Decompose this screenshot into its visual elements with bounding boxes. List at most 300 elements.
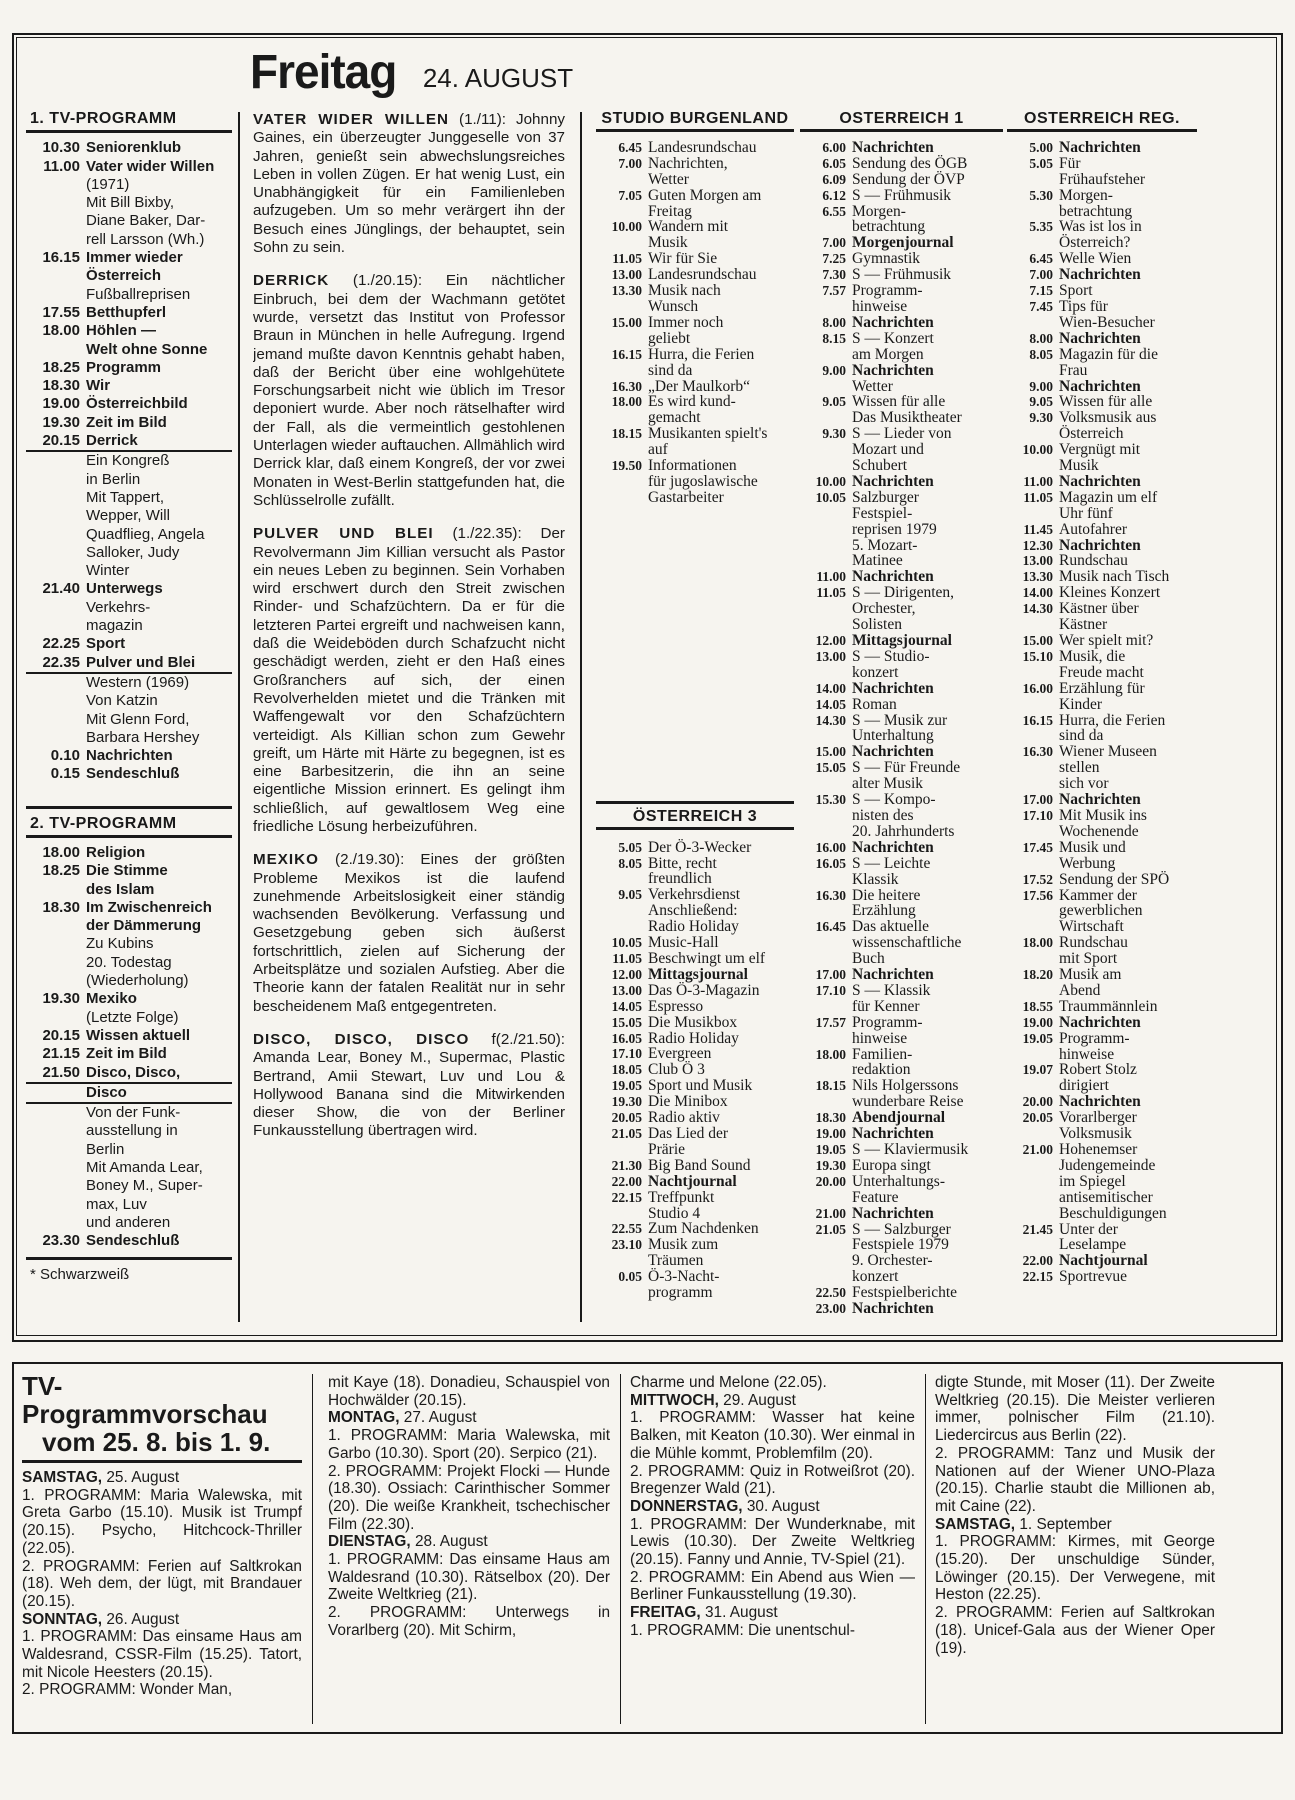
preview-entry — [22, 1628, 302, 1681]
preview-col-2 — [328, 1374, 610, 1729]
radio-listing — [596, 394, 794, 410]
radio-listing — [1007, 299, 1197, 315]
program-time: 8.00 — [822, 314, 846, 330]
program-time — [26, 526, 86, 544]
program-time — [596, 410, 648, 426]
preview-text: 29. August — [718, 1391, 796, 1409]
tv-listing — [26, 954, 232, 972]
program-time: 15.00 — [611, 314, 642, 330]
program-title: Wien-Besucher — [1059, 313, 1155, 331]
radio-listing — [800, 967, 1003, 983]
tv-listing — [26, 1122, 232, 1140]
program-title: Musik, die — [1059, 647, 1126, 665]
program-title: Das Musiktheater — [852, 409, 962, 427]
tv-listing — [26, 471, 232, 489]
program-time — [26, 471, 86, 489]
program-title: Wochenende — [1059, 822, 1139, 840]
preview-text: mit Kaye (18). Donadieu, Schauspiel von Hochwälder (20.15). — [328, 1374, 610, 1409]
radio-listing — [800, 919, 1003, 935]
burgenland-list — [596, 140, 794, 506]
program-title: Mittagsjournal — [648, 965, 748, 983]
program-time — [596, 172, 648, 188]
program-time — [800, 872, 852, 888]
program-time — [26, 1084, 86, 1102]
program-time: 19.30 — [815, 1157, 846, 1173]
radio-listing — [596, 1206, 794, 1222]
program-title: Volksmusik — [1059, 1125, 1132, 1143]
program-title: Nachrichten — [1059, 472, 1141, 490]
radio-listing — [800, 824, 1003, 840]
program-title: Wirtschaft — [1059, 918, 1124, 936]
radio-listing — [800, 697, 1003, 713]
radio-listing — [1007, 188, 1197, 204]
program-title: sind da — [648, 361, 693, 379]
program-title: Nachrichten — [852, 966, 934, 984]
radio-listing — [596, 1110, 794, 1126]
program-title: Nachrichten — [852, 568, 934, 586]
program-time: 17.00 — [1022, 792, 1053, 808]
radio-listing — [1007, 983, 1197, 999]
tv-listing — [26, 489, 232, 507]
program-title: Welt ohne Sonne — [86, 340, 208, 358]
program-time: 20.00 — [815, 1173, 846, 1189]
program-title: Immer wieder — [86, 249, 183, 267]
program-time: 16.30 — [1022, 744, 1053, 760]
program-time — [800, 442, 852, 458]
program-title: betrachtung — [1059, 202, 1133, 220]
radio-listing — [800, 299, 1003, 315]
program-time: 22.50 — [815, 1285, 846, 1301]
program-time — [1007, 951, 1059, 967]
tv-listing — [26, 395, 232, 413]
tv-listing — [26, 158, 232, 176]
radio-listing — [800, 1301, 1003, 1317]
program-time — [26, 1104, 86, 1122]
program-title: hinweise — [852, 297, 908, 315]
program-title: Abendjournal — [852, 1109, 946, 1127]
tv-listing — [26, 507, 232, 525]
program-title: Träumen — [648, 1252, 704, 1270]
tv-listing — [26, 692, 232, 710]
radio-listing — [1007, 713, 1197, 729]
program-title: für jugoslawische — [648, 472, 758, 490]
program-time — [800, 1269, 852, 1285]
radio-listing — [1007, 681, 1197, 697]
radio-listing — [596, 1062, 794, 1078]
radio-listing — [800, 331, 1003, 347]
program-title: Nachrichten — [1059, 138, 1141, 156]
program-title: sind da — [1059, 727, 1104, 745]
program-title: Verkehrs- — [86, 598, 151, 616]
preview-day: MONTAG, — [328, 1409, 400, 1427]
program-time — [1007, 1126, 1059, 1142]
program-title: Gymnastik — [852, 250, 921, 268]
radio-listing — [1007, 840, 1197, 856]
prog2-list — [26, 844, 232, 1251]
program-title: Orchester, — [852, 600, 916, 618]
program-title: Rundschau — [1059, 552, 1128, 570]
program-time: 8.05 — [618, 855, 642, 871]
program-time: 15.05 — [815, 760, 846, 776]
program-time — [26, 1122, 86, 1140]
radio-listing — [1007, 872, 1197, 888]
tv-listing — [26, 526, 232, 544]
radio-listing — [1007, 903, 1197, 919]
article-text: Johnny Gaines, ein überzeugter Junggeselle von 37 Jahren, genießt sein abwechslungsreiches Leben in vollen Zügen. Er hat wenig Lust, ein Unabhängigkeit für ein Familienleben aufzugeben. Um so mehr verärgert ihn der Besuch eines Jünglings, der behauptet, sein Sohn zu sein. — [253, 111, 565, 257]
program-title: Landesrundschau — [648, 138, 757, 156]
program-time: 6.12 — [822, 187, 846, 203]
program-title: geliebt — [648, 329, 691, 347]
program-title: Programm- — [852, 282, 923, 300]
preview-text: 2. PROGRAMM: Quiz in Rotweißrot (20). Bregenzer Wald (21). — [630, 1462, 915, 1498]
oe3-header: ÖSTERREICH 3 — [596, 801, 794, 830]
program-title: Programm — [86, 358, 162, 376]
radio-listing — [1007, 235, 1197, 251]
program-title: Immer noch — [648, 313, 724, 331]
tv-listing — [26, 359, 232, 377]
program-time: 18.25 — [42, 358, 80, 376]
program-time: 14.30 — [815, 712, 846, 728]
radio-listing — [800, 633, 1003, 649]
radio-listing — [596, 983, 794, 999]
program-time: 22.55 — [611, 1221, 642, 1237]
radio-column-oereg — [1007, 111, 1197, 1331]
program-title: Wir für Sie — [648, 250, 718, 268]
tv-listing — [26, 1141, 232, 1159]
program-title: S — Frühmusik — [852, 186, 952, 204]
program-time: 18.00 — [42, 322, 80, 340]
program-time — [800, 903, 852, 919]
preview-day: SAMSTAG, — [935, 1515, 1016, 1533]
radio-listing — [800, 363, 1003, 379]
program-time: 18.05 — [611, 1062, 642, 1078]
article — [253, 272, 565, 510]
program-time: 19.30 — [42, 413, 80, 431]
program-time: 12.00 — [611, 966, 642, 982]
preview-col-4 — [935, 1374, 1215, 1729]
preview-day: DIENSTAG, — [328, 1533, 411, 1551]
program-title: Tips für — [1059, 297, 1108, 315]
program-title: „Der Maulkorb“ — [648, 377, 750, 395]
radio-listing — [800, 665, 1003, 681]
radio-listing — [800, 649, 1003, 665]
program-title: Die Stimme — [86, 862, 168, 880]
radio-listing — [1007, 1222, 1197, 1238]
radio-listing — [1007, 140, 1197, 156]
radio-listing — [800, 1110, 1003, 1126]
tv-listing — [26, 917, 232, 935]
radio-listing — [800, 1206, 1003, 1222]
program-title: Mozart und — [852, 441, 924, 459]
program-time — [800, 824, 852, 840]
radio-listing — [596, 426, 794, 442]
radio-listing — [800, 808, 1003, 824]
program-title: Sport und Musik — [648, 1077, 753, 1095]
preview-text: 2. PROGRAMM: Ferien auf Saltkrokan (18). Weh dem, der lügt, mit Brandauer (20.15). — [22, 1557, 302, 1610]
tv-listing — [26, 432, 232, 452]
tv-listing — [26, 635, 232, 653]
program-title: Seniorenklub — [86, 139, 182, 157]
program-title: Judengemeinde — [1059, 1156, 1156, 1174]
program-time — [596, 331, 648, 347]
program-time — [1007, 856, 1059, 872]
program-time: 6.45 — [1029, 251, 1053, 267]
program-time: 18.30 — [42, 377, 80, 395]
radio-listing — [800, 951, 1003, 967]
program-title: Nachrichten — [1059, 1013, 1141, 1031]
radio-listing — [596, 1142, 794, 1158]
program-title: Nachrichten — [852, 743, 934, 761]
radio-listing — [1007, 506, 1197, 522]
tv-listing — [26, 654, 232, 674]
preview-entry — [630, 1604, 915, 1622]
radio-listing — [1007, 1126, 1197, 1142]
radio-listing — [596, 1078, 794, 1094]
program-title: gemacht — [648, 409, 701, 427]
program-title: alter Musik — [852, 775, 924, 793]
radio-listing — [596, 1126, 794, 1142]
radio-listing — [596, 490, 794, 506]
program-title: Winter — [86, 562, 130, 580]
program-time — [26, 617, 86, 635]
program-time: 14.30 — [1022, 601, 1053, 617]
preview-entry — [328, 1409, 610, 1427]
program-time: 13.00 — [1022, 553, 1053, 569]
article-ref: (2./19.30): — [318, 851, 405, 869]
preview-day: MITTWOCH, — [630, 1391, 719, 1409]
program-title: redaktion — [852, 1061, 911, 1079]
preview-text: 2. PROGRAMM: Ferien auf Saltkrokan (18). Unicef-Gala aus der Wiener Oper (19). — [935, 1604, 1215, 1657]
program-time: 19.50 — [611, 458, 642, 474]
program-time: 7.00 — [822, 235, 846, 251]
burgenland-header: STUDIO BURGENLAND — [596, 111, 794, 132]
preview-entry — [935, 1445, 1215, 1516]
radio-listing — [800, 347, 1003, 363]
tv-listing — [26, 747, 232, 765]
program-time: 9.05 — [822, 394, 846, 410]
program-time: 18.00 — [1022, 935, 1053, 951]
preview-text: 2. PROGRAMM: Unterwegs in Vorarlberg (20). Mit Schirm, — [328, 1604, 610, 1639]
program-title: Diane Baker, Dar- — [86, 212, 206, 230]
program-title: Nachtjournal — [648, 1172, 737, 1190]
radio-listing — [800, 856, 1003, 872]
program-time: 20.00 — [1022, 1094, 1053, 1110]
program-time: 19.07 — [1022, 1062, 1053, 1078]
article-head: DISCO, DISCO, DISCO — [253, 1030, 470, 1048]
masthead — [250, 43, 574, 99]
preview-entry — [328, 1427, 610, 1462]
tv-listing — [26, 176, 232, 194]
program-time: 0.10 — [50, 747, 80, 765]
program-time: 13.00 — [611, 267, 642, 283]
radio-listing — [596, 887, 794, 903]
program-time — [1007, 697, 1059, 713]
radio-listing — [800, 903, 1003, 919]
program-time — [26, 286, 86, 304]
program-title: Mit Musik ins — [1059, 806, 1147, 824]
program-title: Beschuldigungen — [1059, 1204, 1167, 1222]
program-time — [800, 379, 852, 395]
tv-listing — [26, 562, 232, 580]
radio-listing — [1007, 204, 1197, 220]
program-title: Salloker, Judy — [86, 543, 180, 561]
article-text: Amanda Lear, Boney M., Supermac, Plastic Bertrand, Amii Stewart, Luv und Lou & Hollywood Banana sind die Mitwirkenden dieser Show, die von der Berliner Funkausstellung übertragen wird. — [253, 1049, 565, 1140]
program-title: Nachrichten — [852, 1125, 934, 1143]
radio-listing — [596, 283, 794, 299]
program-time: 9.30 — [1029, 410, 1053, 426]
program-title: Zeit im Bild — [86, 1045, 167, 1063]
radio-listing — [1007, 808, 1197, 824]
preview-entry — [630, 1622, 915, 1640]
radio-listing — [1007, 1142, 1197, 1158]
program-time: 18.25 — [42, 862, 80, 880]
program-title: Fußballreprisen — [86, 285, 191, 303]
preview-title-line2: vom 25. 8. bis 1. 9. — [42, 1427, 271, 1457]
program-time: 7.57 — [822, 283, 846, 299]
program-title: Musik — [1059, 457, 1099, 475]
radio-listing — [1007, 665, 1197, 681]
radio-listing — [596, 474, 794, 490]
radio-listing — [596, 999, 794, 1015]
tv-listing — [26, 544, 232, 562]
radio-listing — [596, 1253, 794, 1269]
program-time: 18.15 — [611, 426, 642, 442]
program-time: 13.30 — [1022, 569, 1053, 585]
preview-day: SONNTAG, — [22, 1610, 103, 1628]
program-title: Was ist los in — [1059, 218, 1142, 236]
program-title: Anschließend: — [648, 902, 738, 920]
program-title: Traummännlein — [1059, 997, 1158, 1015]
program-time: 6.09 — [822, 171, 846, 187]
program-title: 9. Orchester- — [852, 1252, 933, 1270]
program-time — [1007, 506, 1059, 522]
program-title: Kinder — [1059, 695, 1103, 713]
radio-listing — [800, 840, 1003, 856]
radio-listing — [596, 840, 794, 856]
radio-listing — [1007, 919, 1197, 935]
program-title: stellen — [1059, 759, 1100, 777]
tv-listing — [26, 881, 232, 899]
tv-listing — [26, 231, 232, 249]
program-title: der Dämmerung — [86, 917, 202, 935]
program-time: 7.05 — [618, 187, 642, 203]
masthead-date: 24. AUGUST — [422, 63, 574, 93]
preview-text: 27. August — [399, 1409, 477, 1427]
radio-listing — [800, 601, 1003, 617]
program-time — [1007, 617, 1059, 633]
program-title: (1971) — [86, 175, 130, 193]
preview-entry — [22, 1487, 302, 1558]
radio-listing — [800, 442, 1003, 458]
program-time: 7.45 — [1029, 298, 1053, 314]
program-time: 19.00 — [42, 395, 80, 413]
program-time — [596, 363, 648, 379]
program-title: Die Musikbox — [648, 1013, 738, 1031]
program-time — [800, 951, 852, 967]
radio-listing — [596, 1269, 794, 1285]
tv-listing — [26, 1232, 232, 1250]
tv-listing — [26, 1159, 232, 1177]
program-title: wissenschaftliche — [852, 934, 962, 952]
program-title: reprisen 1979 — [852, 520, 937, 538]
program-title: Unterhaltung — [852, 727, 934, 745]
tv-listing — [26, 580, 232, 598]
radio-listing — [1007, 888, 1197, 904]
program-title: Nils Holgerssons — [852, 1077, 959, 1095]
preview-entry — [328, 1551, 610, 1604]
program-time: 8.00 — [1029, 330, 1053, 346]
tv-listing — [26, 322, 232, 340]
radio-listing — [800, 458, 1003, 474]
program-time: 16.15 — [611, 346, 642, 362]
program-time: 15.30 — [815, 792, 846, 808]
program-title: Zum Nachdenken — [648, 1220, 759, 1238]
program-title: Boney M., Super- — [86, 1177, 203, 1195]
program-time: 18.00 — [815, 1046, 846, 1062]
program-time: 11.00 — [1023, 473, 1053, 489]
program-time: 9.30 — [822, 426, 846, 442]
program-title: konzert — [852, 663, 899, 681]
tv-listing — [26, 844, 232, 862]
program-title: Prärie — [648, 1140, 686, 1158]
radio-listing — [1007, 697, 1197, 713]
program-title: Hohenemser — [1059, 1141, 1138, 1158]
radio-listing — [596, 1031, 794, 1047]
program-time — [1007, 903, 1059, 919]
radio-listing — [800, 1285, 1003, 1301]
program-time: 21.45 — [1022, 1221, 1053, 1237]
program-time: 7.30 — [822, 267, 846, 283]
program-title: 20. Jahrhunderts — [852, 822, 955, 840]
oereg-header: ÖSTERREICH REG. — [1007, 111, 1197, 132]
program-time: 16.05 — [611, 1030, 642, 1046]
tv-listing — [26, 1214, 232, 1232]
radio-listing — [800, 1174, 1003, 1190]
program-title: Musik zum — [648, 1236, 719, 1254]
program-title: Feature — [852, 1188, 899, 1206]
program-title: Wiener Museen — [1059, 743, 1157, 761]
radio-listing — [596, 172, 794, 188]
program-title: Nachtjournal — [1059, 1252, 1148, 1270]
program-title: S — Kompo- — [852, 791, 936, 809]
tv-listing — [26, 139, 232, 157]
article — [253, 525, 565, 836]
program-title: Abend — [1059, 981, 1101, 999]
program-time: 15.05 — [611, 1014, 642, 1030]
radio-listing — [596, 156, 794, 172]
program-time: 16.00 — [1022, 680, 1053, 696]
radio-listing — [1007, 617, 1197, 633]
program-title: Morgen- — [1059, 186, 1113, 204]
radio-column-oe1 — [800, 111, 1003, 1331]
program-title: rell Larsson (Wh.) — [86, 230, 205, 248]
program-time: 7.00 — [1029, 267, 1053, 283]
program-time — [26, 544, 86, 562]
program-time: 21.50 — [42, 1063, 80, 1081]
radio-listing — [1007, 824, 1197, 840]
radio-listing — [1007, 1110, 1197, 1126]
program-time — [26, 267, 86, 285]
program-time — [800, 601, 852, 617]
preview-text: 2. PROGRAMM: Tanz und Musik der Nationen auf der Wiener UNO-Plaza (20.15). Charlie staubt die Millionen ab, mit Caine (22). — [935, 1444, 1215, 1515]
preview-entry — [328, 1374, 610, 1409]
radio-listing — [1007, 967, 1197, 983]
program-title: Uhr fünf — [1059, 504, 1113, 522]
program-time — [26, 692, 86, 710]
program-time: 7.15 — [1029, 283, 1053, 299]
article-text: Der Revolvermann Jim Killian versucht als Pastor ein neues Leben zu beginnen. Sein Vorhaben wird erschwert durch den Streit zwischen Rinder- und Schafzüchtern. Da er für die letzteren Partei ergreift und nachweisen kann, daß die Weideböden durch Schafzucht nicht geschädigt werden, zieht er den Haß eines Großranchers auf sich, der einen Revolverhelden mietet und die Tränken mit Waffengewalt vor den Schafzüchtern verteidigt. Als Killian schon zum Gewehr greift, um Härte mit Härte zu begegnen, ist es eine Barbesitzerin, die ihn an seine eigentliche Mission erinnert. Es gelingt ihm schließlich, auf gewaltlosem Weg eine friedliche Lösung herbeizuführen. — [253, 525, 565, 835]
program-title: Evergreen — [648, 1045, 712, 1063]
